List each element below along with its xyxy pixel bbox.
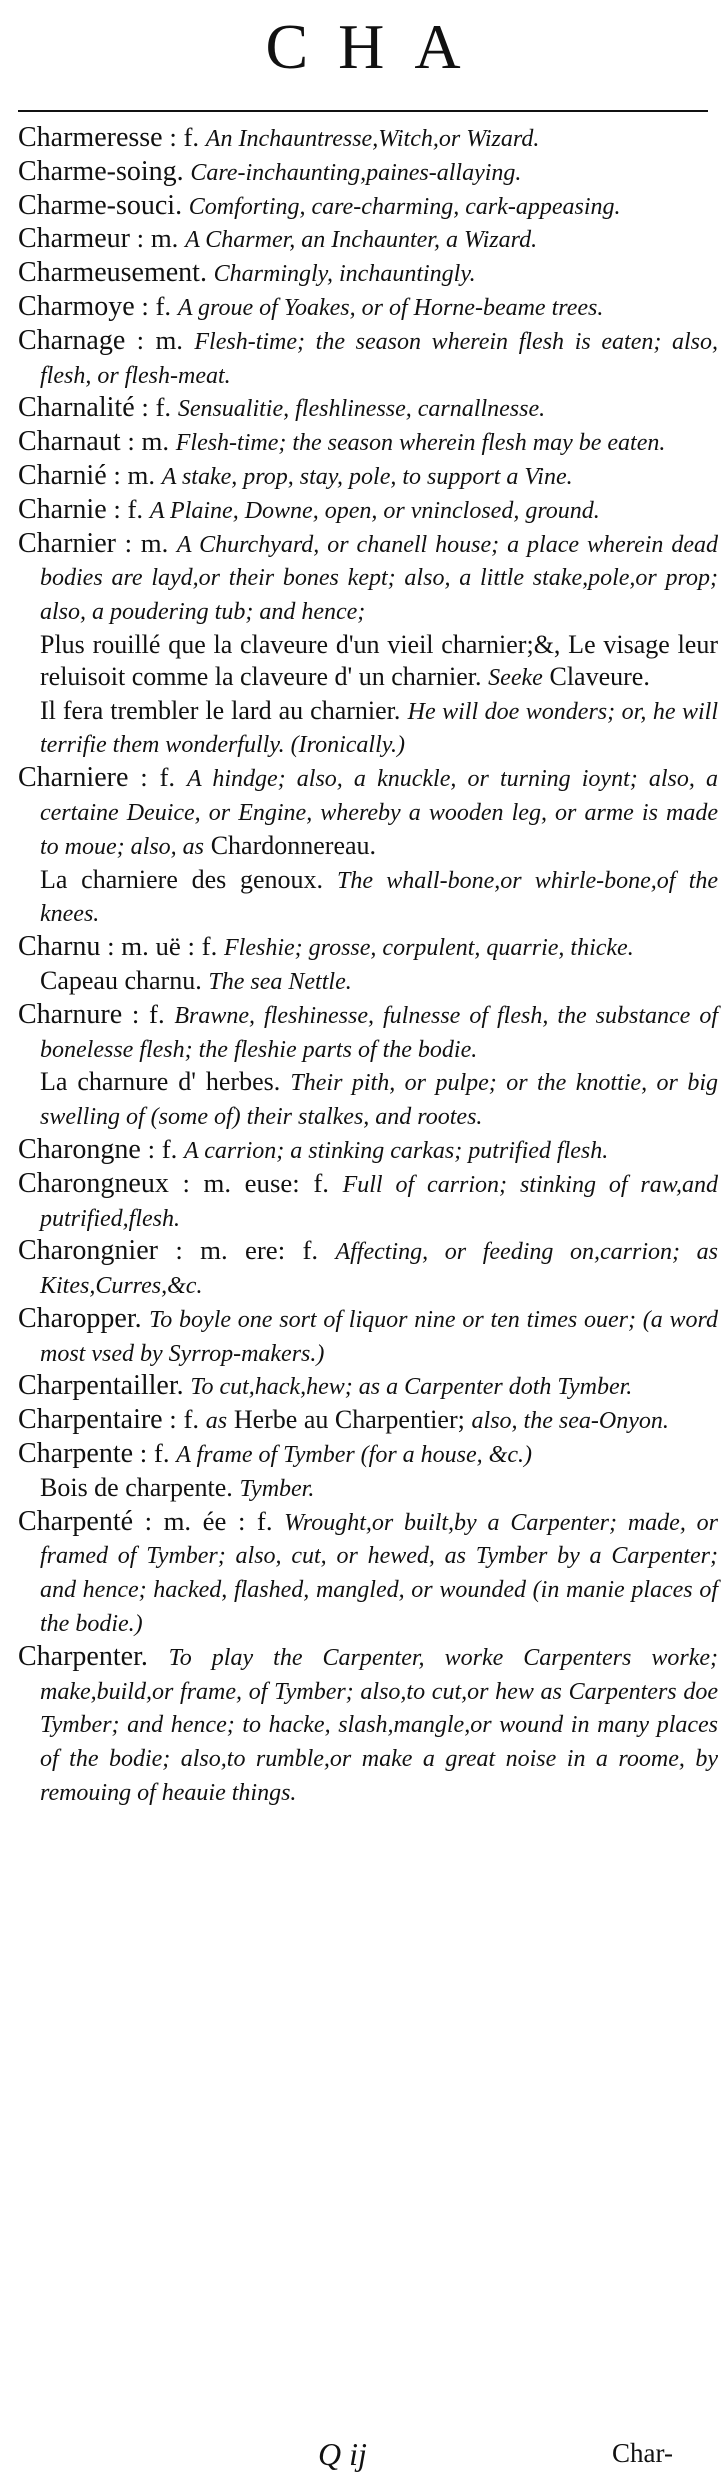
definition: Fleshie; grosse, corpulent, quarrie, thicke. xyxy=(224,935,634,962)
definition: An Inchauntresse,Witch,or Wizard. xyxy=(205,126,540,152)
grammar-label: : m. euse: f. xyxy=(182,1167,329,1198)
french-phrase: Plus rouillé que la claveure d'un vieil charnier;&, Le visage leur reluisoit comme la claveure d' un charnier. xyxy=(40,629,718,691)
sub-entry xyxy=(18,695,718,763)
signature-mark: Q ij xyxy=(318,2436,367,2472)
headword: Charopper. xyxy=(18,1302,142,1334)
definition: The sea Nettle. xyxy=(208,968,352,995)
grammar-label: : f. xyxy=(141,392,172,423)
dictionary-entry xyxy=(18,1404,718,1438)
headword: Charnu xyxy=(18,931,101,963)
headword: Charmeresse xyxy=(18,122,163,153)
dictionary-entry xyxy=(18,1303,718,1371)
headword: Charme-soing. xyxy=(18,155,184,187)
definition: Tymber. xyxy=(239,1475,315,1502)
french-phrase: La charnure d' herbes. xyxy=(40,1067,281,1097)
definition: Brawne, fleshinesse, fulnesse of flesh, the substance of bonelesse flesh; the fleshie parts of the bodie. xyxy=(40,1002,718,1063)
grammar-label: : f. xyxy=(131,998,165,1029)
page-header xyxy=(0,0,726,118)
dictionary-entry xyxy=(18,494,718,528)
headword: Charpenter. xyxy=(18,1640,148,1672)
grammar-label: : m. xyxy=(127,426,170,457)
dictionary-entry xyxy=(18,460,718,494)
headword: Charnure xyxy=(18,998,123,1030)
definition-continued: also, the sea-Onyon. xyxy=(471,1408,669,1435)
definition: Flesh-time; the season wherein flesh may be eaten. xyxy=(175,430,666,457)
grammar-label: : m. uë : f. xyxy=(107,931,218,962)
dictionary-entry xyxy=(18,999,718,1067)
french-phrase: La charniere des genoux. xyxy=(40,864,324,894)
definition: To play the Carpenter, worke Carpenters worke; make,build,or frame, of Tymber; also,to cut,or hew as Carpenters doe Tymber; and hence; to hacke, slash,mangle,or wound in many places of the bodie; also,to rumble,or make a great noise in a roome, by remouing of heauie things. xyxy=(40,1644,718,1807)
grammar-label: : m. xyxy=(136,324,184,355)
headword: Charmeusement. xyxy=(18,257,207,289)
definition: Affecting, or feeding on,carrion; as Kites,Curres,&c. xyxy=(40,1239,718,1300)
entry-list xyxy=(18,122,718,1810)
dictionary-entry xyxy=(18,1134,718,1168)
french-phrase: Capeau charnu. xyxy=(40,965,202,995)
grammar-label: : f. xyxy=(140,762,176,793)
dictionary-entry xyxy=(18,291,718,325)
headword: Charpentailler. xyxy=(18,1370,184,1402)
headword: Charpentaire xyxy=(18,1404,163,1436)
headword: Charmoye xyxy=(18,290,135,322)
page-footer xyxy=(0,2436,726,2486)
french-phrase: Il fera trembler le lard au charnier. xyxy=(40,695,401,725)
definition: as xyxy=(205,1408,228,1435)
definition: A frame of Tymber (for a house, &c.) xyxy=(176,1442,532,1469)
definition: Flesh-time; the season wherein flesh is eaten; also, flesh, or flesh-meat. xyxy=(40,328,719,389)
grammar-label: : f. xyxy=(141,290,172,321)
catchword: Char- xyxy=(612,2438,673,2468)
definition: Charmingly, inchauntingly. xyxy=(213,261,476,288)
grammar-label: : f. xyxy=(147,1133,178,1164)
grammar-label: : m. xyxy=(124,527,169,558)
grammar-label: : m. xyxy=(113,459,156,490)
headword: Charnalité xyxy=(18,392,135,424)
headword: Charnier xyxy=(18,527,116,559)
cross-reference: Claveure. xyxy=(549,661,650,691)
dictionary-entry xyxy=(18,392,718,426)
definition: Their pith, or pulpe; or the knottie, or big swelling of (some of) their stalkes, and rootes. xyxy=(40,1070,718,1131)
definition: A groue of Yoakes, or of Horne-beame trees. xyxy=(177,294,604,321)
definition: A carrion; a stinking carkas; putrified flesh. xyxy=(184,1137,609,1164)
definition: Sensualitie, fleshlinesse, carnallnesse. xyxy=(177,396,546,423)
dictionary-entry xyxy=(18,1506,718,1641)
definition: A stake, prop, stay, pole, to support a Vine. xyxy=(161,463,573,490)
headword: Charongne xyxy=(18,1133,141,1165)
sub-entry xyxy=(18,864,718,932)
cross-reference: Chardonnereau. xyxy=(210,830,377,860)
grammar-label: : f. xyxy=(113,493,144,524)
dictionary-entry xyxy=(18,257,718,291)
definition: To boyle one sort of liquor nine or ten times ouer; (a word most vsed by Syrrop-makers.) xyxy=(40,1306,718,1367)
headword: Charnié xyxy=(18,459,107,491)
grammar-label: : f. xyxy=(169,122,200,152)
sub-entry xyxy=(18,965,718,999)
sub-entry xyxy=(18,1066,718,1134)
grammar-label: : f. xyxy=(139,1438,170,1469)
grammar-label: : m. ere: f. xyxy=(175,1235,319,1266)
definition: To cut,hack,hew; as a Carpenter doth Tymber. xyxy=(190,1374,633,1401)
headword: Charongneux xyxy=(18,1167,169,1199)
definition: Comforting, care-charming, cark-appeasing. xyxy=(188,193,621,220)
dictionary-entry xyxy=(18,122,718,156)
definition: A hindge; also, a knuckle, or turning ioynt; also, a certaine Deuice, or Engine, whereby a wooden leg, or arme is made to moue; also, as xyxy=(40,766,719,860)
dictionary-entry xyxy=(18,1370,718,1404)
dictionary-entry xyxy=(18,223,718,257)
dictionary-entry xyxy=(18,528,718,629)
headword: Charnie xyxy=(18,493,107,525)
definition: He will doe wonders; or, he will terrifie them wonderfully. (Ironically.) xyxy=(40,698,719,759)
definition: Full of carrion; stinking of raw,and putrified,flesh. xyxy=(40,1171,718,1232)
running-head: CHA xyxy=(265,11,491,82)
french-phrase: Bois de charpente. xyxy=(40,1472,233,1502)
dictionary-entry xyxy=(18,190,718,224)
dictionary-entry xyxy=(18,325,718,393)
definition: Seeke xyxy=(488,664,543,691)
definition: A Plaine, Downe, open, or vninclosed, ground. xyxy=(149,497,600,524)
dictionary-entry xyxy=(18,1438,718,1472)
grammar-label: : m. xyxy=(136,223,179,254)
definition: A Charmer, an Inchaunter, a Wizard. xyxy=(185,227,538,254)
headword: Charmeur xyxy=(18,223,130,255)
headword: Charpenté xyxy=(18,1505,134,1537)
headword: Charpente xyxy=(18,1438,134,1470)
cross-reference: Herbe au Charpentier; xyxy=(233,1405,465,1435)
dictionary-entry xyxy=(18,426,718,460)
grammar-label: : f. xyxy=(169,1404,200,1435)
definition: A Churchyard, or chanell house; a place wherein dead bodies are layd,or their bones kept; also, a little stake,pole,or prop; also, a poudering tub; and hence; xyxy=(40,531,718,626)
dictionary-entry xyxy=(18,1641,718,1810)
dictionary-entry xyxy=(18,1168,718,1236)
headword: Charongnier xyxy=(18,1235,158,1267)
definition: Wrought,or built,by a Carpenter; made, or framed of Tymber; also, cut, or hewed, as Tymber by a Carpenter; and hence; hacked, flashed, mangled, or wounded (in manie places of the bodie.) xyxy=(40,1509,718,1638)
dictionary-entry xyxy=(18,931,718,965)
definition: The whall-bone,or whirle-bone,of the knees. xyxy=(40,867,719,928)
sub-entry xyxy=(18,629,718,695)
headword: Charniere xyxy=(18,762,129,794)
header-rule xyxy=(18,110,708,112)
definition: Care-inchaunting,paines-allaying. xyxy=(190,159,522,186)
dictionary-entry xyxy=(18,156,718,190)
dictionary-entry xyxy=(18,762,718,863)
headword: Charnaut xyxy=(18,426,121,458)
headword: Charme-souci. xyxy=(18,189,183,221)
headword: Charnage xyxy=(18,324,126,356)
sub-entry xyxy=(18,1472,718,1506)
grammar-label: : m. ée : f. xyxy=(144,1505,273,1536)
dictionary-entry xyxy=(18,1235,718,1303)
